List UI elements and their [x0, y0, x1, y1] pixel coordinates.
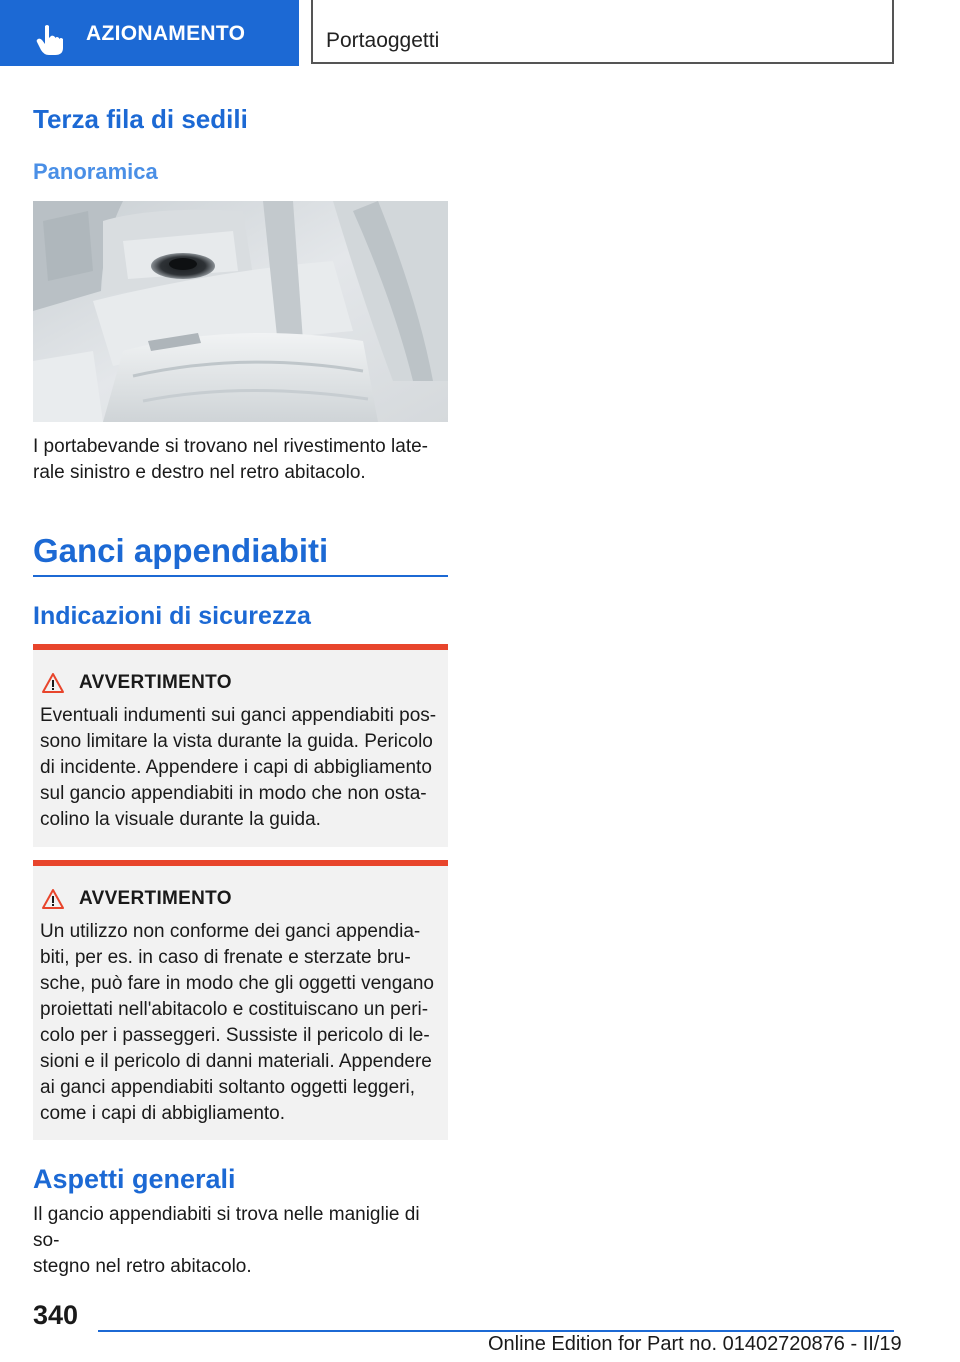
text-line: biti, per es. in caso di frenate e sterzate bru-	[40, 947, 411, 968]
header-chapter-title: Portaoggetti	[326, 29, 440, 52]
section-divider	[33, 575, 448, 577]
warning-bar	[33, 644, 448, 650]
text-line: Eventuali indumenti sui ganci appendiabiti pos-	[40, 705, 437, 726]
warning-text	[40, 919, 445, 1127]
warning-box	[33, 860, 448, 1140]
text-line: I portabevande si trovano nel rivestimento late-	[33, 436, 428, 457]
warning-triangle-icon	[41, 672, 65, 694]
subsection-title-safety: Indicazioni di sicurezza	[33, 602, 311, 630]
third-row-description	[33, 434, 448, 486]
text-line: sche, può fare in modo che gli oggetti vengano	[40, 973, 434, 994]
section-title-third-row: Terza fila di sedili	[33, 104, 248, 134]
text-line: proiettati nell'abitacolo e costituiscano un peri-	[40, 999, 429, 1020]
text-line: stegno nel retro abitacolo.	[33, 1256, 252, 1277]
subsection-title-general: Aspetti generali	[33, 1164, 236, 1194]
text-line: Un utilizzo non conforme dei ganci appendia-	[40, 921, 421, 942]
text-line: di incidente. Appendere i capi di abbigliamento	[40, 757, 432, 778]
section-title-coat-hooks: Ganci appendiabiti	[33, 532, 329, 569]
warning-label: AVVERTIMENTO	[79, 888, 232, 909]
text-line: colo per i passeggeri. Sussiste il pericolo di le-	[40, 1025, 430, 1046]
text-line: sioni e il pericolo di danni materiali. Appendere	[40, 1051, 432, 1072]
footer-edition: Online Edition for Part no. 01402720876 - II/19	[488, 1333, 902, 1355]
warning-triangle-icon	[41, 888, 65, 910]
text-line: come i capi di abbigliamento.	[40, 1103, 286, 1124]
warning-box	[33, 644, 448, 847]
footer-divider	[98, 1330, 894, 1332]
text-line: ai ganci appendiabiti soltanto oggetti leggeri,	[40, 1077, 415, 1098]
text-line: Il gancio appendiabiti si trova nelle maniglie di so-	[33, 1204, 420, 1251]
third-row-cupholder-photo	[33, 201, 448, 422]
page-number: 340	[33, 1300, 79, 1330]
header-section-tab	[0, 0, 299, 66]
subsection-title-overview: Panoramica	[33, 159, 158, 184]
text-line: sul gancio appendiabiti in modo che non osta-	[40, 783, 427, 804]
text-line: colino la visuale durante la guida.	[40, 809, 321, 830]
general-description	[33, 1202, 448, 1280]
text-line: rale sinistro e destro nel retro abitacolo.	[33, 462, 366, 483]
header-section-title: AZIONAMENTO	[86, 22, 246, 45]
hand-pointer-icon	[36, 24, 66, 56]
warning-text	[40, 703, 445, 833]
warning-bar	[33, 860, 448, 866]
warning-label: AVVERTIMENTO	[79, 672, 232, 693]
text-line: sono limitare la vista durante la guida. Pericolo	[40, 731, 433, 752]
